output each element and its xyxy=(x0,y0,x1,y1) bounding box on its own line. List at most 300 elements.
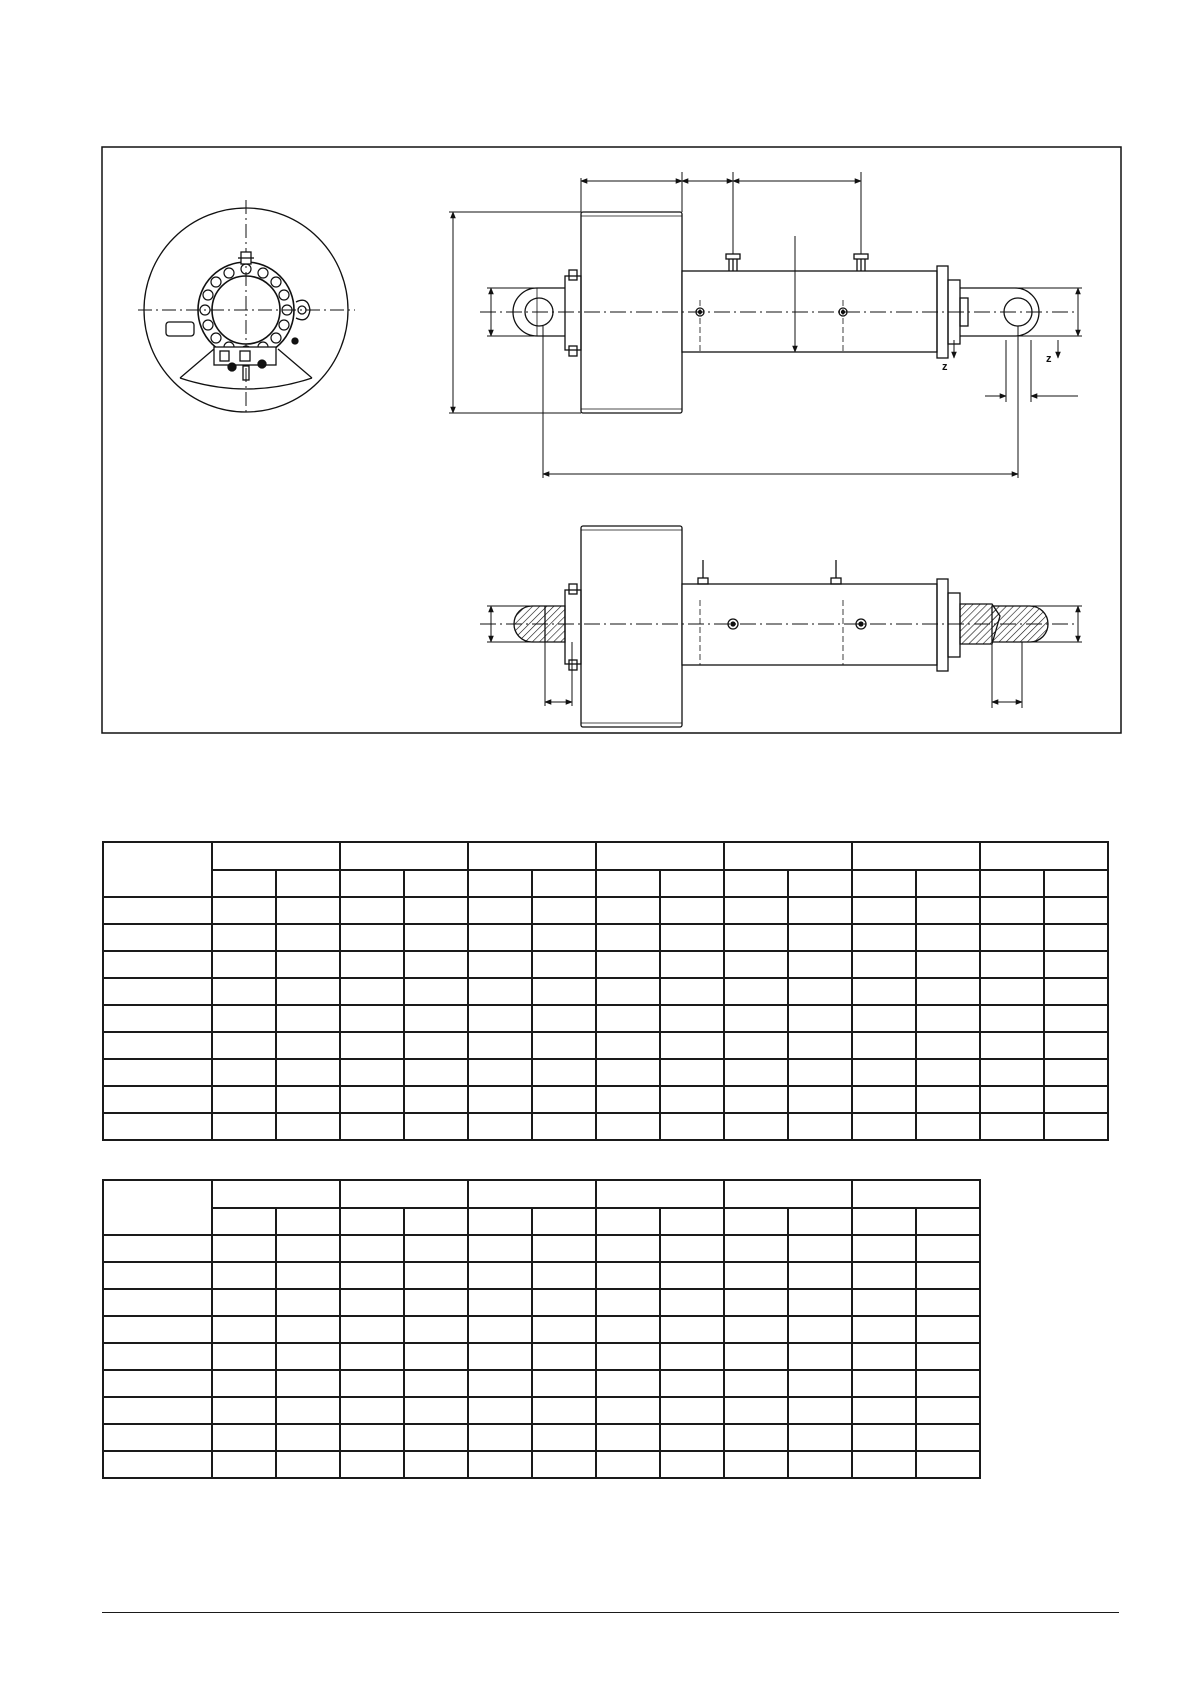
table-row-label xyxy=(103,1316,212,1343)
table-group-header xyxy=(468,842,596,870)
table-cell xyxy=(532,1343,596,1370)
table-cell xyxy=(788,1059,852,1086)
table-cell xyxy=(532,1005,596,1032)
table-cell xyxy=(916,978,980,1005)
table-cell xyxy=(532,1113,596,1140)
table-group-header xyxy=(596,1180,724,1208)
table-cell xyxy=(404,1289,468,1316)
table-row xyxy=(103,1032,1108,1059)
table-row-label xyxy=(103,1059,212,1086)
table-cell xyxy=(468,1059,532,1086)
table-cell xyxy=(212,1113,276,1140)
spec-table-lower xyxy=(102,1179,981,1479)
table-cell xyxy=(724,951,788,978)
table-cell xyxy=(276,1113,340,1140)
table-cell xyxy=(660,1113,724,1140)
table-cell xyxy=(276,1086,340,1113)
table-cell xyxy=(660,951,724,978)
table-sub-header xyxy=(212,1208,276,1235)
table-cell xyxy=(340,1316,404,1343)
table-group-header xyxy=(468,1180,596,1208)
table-row xyxy=(103,1397,980,1424)
table-sub-header xyxy=(596,1208,660,1235)
table-cell xyxy=(660,1451,724,1478)
table-sub-header xyxy=(724,870,788,897)
table-cell xyxy=(1044,1005,1108,1032)
table-cell xyxy=(468,1235,532,1262)
table-cell xyxy=(916,924,980,951)
table-cell xyxy=(596,1032,660,1059)
table-row-label xyxy=(103,951,212,978)
table-cell xyxy=(724,1316,788,1343)
table-cell xyxy=(916,1086,980,1113)
table-cell xyxy=(532,1451,596,1478)
table-cell xyxy=(660,1289,724,1316)
table-cell xyxy=(788,1343,852,1370)
table-cell xyxy=(660,1424,724,1451)
table-cell xyxy=(660,1086,724,1113)
table-row-label xyxy=(103,1289,212,1316)
table-cell xyxy=(596,1289,660,1316)
table-cell xyxy=(660,1370,724,1397)
table-cell xyxy=(276,1262,340,1289)
table-cell xyxy=(404,1424,468,1451)
table-cell xyxy=(596,1086,660,1113)
table-cell xyxy=(404,1032,468,1059)
table-cell xyxy=(404,897,468,924)
table-cell xyxy=(788,951,852,978)
table-row xyxy=(103,1451,980,1478)
table-cell xyxy=(596,1424,660,1451)
table-cell xyxy=(340,1113,404,1140)
table-cell xyxy=(468,1032,532,1059)
table-cell xyxy=(660,978,724,1005)
table-cell xyxy=(724,1059,788,1086)
table-row xyxy=(103,1235,980,1262)
table-sub-header xyxy=(340,870,404,897)
table-cell xyxy=(340,978,404,1005)
table-cell xyxy=(532,1032,596,1059)
table-cell xyxy=(724,1451,788,1478)
table-cell xyxy=(404,1086,468,1113)
table-group-header xyxy=(212,1180,340,1208)
table-cell xyxy=(532,1235,596,1262)
table-cell xyxy=(980,1059,1044,1086)
table-cell xyxy=(596,978,660,1005)
table-cell xyxy=(404,1370,468,1397)
table-cell xyxy=(532,978,596,1005)
table-cell xyxy=(980,897,1044,924)
table-cell xyxy=(788,1289,852,1316)
table-group-header xyxy=(340,842,468,870)
table-cell xyxy=(724,1370,788,1397)
table-cell xyxy=(468,951,532,978)
table-group-header xyxy=(596,842,724,870)
table-cell xyxy=(532,951,596,978)
table-sub-header xyxy=(340,1208,404,1235)
table-cell xyxy=(788,924,852,951)
table-cell xyxy=(852,1451,916,1478)
table-cell xyxy=(532,1316,596,1343)
end-view xyxy=(138,200,355,414)
table-group-header xyxy=(212,842,340,870)
table-cell xyxy=(596,1451,660,1478)
table-cell xyxy=(596,951,660,978)
table-cell xyxy=(276,1343,340,1370)
table-row-label xyxy=(103,1113,212,1140)
table-cell xyxy=(340,1005,404,1032)
table-cell xyxy=(660,1235,724,1262)
table-cell xyxy=(916,1032,980,1059)
table-row xyxy=(103,1289,980,1316)
table-sub-header xyxy=(468,870,532,897)
table-cell xyxy=(468,978,532,1005)
spec-table-lower-body xyxy=(103,1235,980,1478)
table-cell xyxy=(212,1086,276,1113)
table-cell xyxy=(916,1316,980,1343)
table-cell xyxy=(212,1343,276,1370)
table-cell xyxy=(916,1113,980,1140)
table-sub-header xyxy=(532,1208,596,1235)
table-cell xyxy=(916,897,980,924)
table-cell xyxy=(788,1370,852,1397)
table-group-header xyxy=(980,842,1108,870)
table-sub-header xyxy=(1044,870,1108,897)
table-sub-header xyxy=(660,1208,724,1235)
table-cell xyxy=(212,1032,276,1059)
table-row-label xyxy=(103,1262,212,1289)
table-cell xyxy=(276,1235,340,1262)
table-cell xyxy=(276,1424,340,1451)
table-cell xyxy=(468,1262,532,1289)
table-sub-header xyxy=(852,1208,916,1235)
table-cell xyxy=(596,1343,660,1370)
table-cell xyxy=(596,1113,660,1140)
table-cell xyxy=(660,1032,724,1059)
table-cell xyxy=(468,1397,532,1424)
table-group-header xyxy=(724,1180,852,1208)
table-cell xyxy=(404,1451,468,1478)
table-row xyxy=(103,1343,980,1370)
table-sub-header xyxy=(404,1208,468,1235)
table-cell xyxy=(276,897,340,924)
table-cell xyxy=(724,1343,788,1370)
table-cell xyxy=(532,924,596,951)
table-cell xyxy=(532,1370,596,1397)
table-cell xyxy=(852,1343,916,1370)
table-sub-header xyxy=(404,870,468,897)
table-cell xyxy=(596,924,660,951)
table-cell xyxy=(1044,897,1108,924)
table-cell xyxy=(468,1086,532,1113)
table-cell xyxy=(724,1113,788,1140)
table-cell xyxy=(404,1235,468,1262)
table-row-label xyxy=(103,924,212,951)
table-sub-header xyxy=(276,870,340,897)
table-group-header xyxy=(724,842,852,870)
table-cell xyxy=(916,1451,980,1478)
table-cell xyxy=(1044,1113,1108,1140)
table-cell xyxy=(980,951,1044,978)
table-cell xyxy=(916,1397,980,1424)
table-cell xyxy=(852,924,916,951)
table-row xyxy=(103,1086,1108,1113)
table-cell xyxy=(340,1059,404,1086)
table-cell xyxy=(596,1059,660,1086)
table-row-label xyxy=(103,978,212,1005)
table-group-header xyxy=(852,1180,980,1208)
table-cell xyxy=(276,1059,340,1086)
table-cell xyxy=(724,1262,788,1289)
table-row xyxy=(103,951,1108,978)
table-sub-header xyxy=(660,870,724,897)
table-cell xyxy=(276,951,340,978)
table-cell xyxy=(660,1343,724,1370)
table-cell xyxy=(852,897,916,924)
table-row xyxy=(103,1059,1108,1086)
table-cell xyxy=(596,897,660,924)
table-cell xyxy=(660,1262,724,1289)
table-cell xyxy=(404,1397,468,1424)
table-cell xyxy=(852,1005,916,1032)
table-cell xyxy=(852,1032,916,1059)
table-cell xyxy=(660,897,724,924)
table-cell xyxy=(468,1005,532,1032)
table-cell xyxy=(340,1451,404,1478)
table-cell xyxy=(1044,978,1108,1005)
table-cell xyxy=(852,1289,916,1316)
table-cell xyxy=(468,1289,532,1316)
table-cell xyxy=(404,1059,468,1086)
table-cell xyxy=(852,1262,916,1289)
table-cell xyxy=(1044,1032,1108,1059)
table-cell xyxy=(532,1289,596,1316)
table-cell xyxy=(1044,1059,1108,1086)
table-cell xyxy=(852,978,916,1005)
table-cell xyxy=(1044,951,1108,978)
table-cell xyxy=(404,1262,468,1289)
table-cell xyxy=(916,1235,980,1262)
table-header-row-group xyxy=(103,842,1108,870)
table-sub-header xyxy=(532,870,596,897)
table-cell xyxy=(852,951,916,978)
table-cell xyxy=(788,897,852,924)
table-cell xyxy=(340,1262,404,1289)
section-mark-z-left: z xyxy=(942,361,948,373)
table-cell xyxy=(468,897,532,924)
table-cell xyxy=(724,1005,788,1032)
table-cell xyxy=(532,1059,596,1086)
table-row-label xyxy=(103,1451,212,1478)
table-cell xyxy=(980,1005,1044,1032)
table-cell xyxy=(596,1316,660,1343)
table-cell xyxy=(404,1343,468,1370)
table-row-label xyxy=(103,1235,212,1262)
table-row-label xyxy=(103,1343,212,1370)
table-cell xyxy=(724,1289,788,1316)
table-header-row-sub xyxy=(103,870,1108,897)
table-cell xyxy=(532,897,596,924)
table-cell xyxy=(468,1451,532,1478)
table-cell xyxy=(212,951,276,978)
table-cell xyxy=(724,1397,788,1424)
table-cell xyxy=(212,924,276,951)
table-cell xyxy=(276,1032,340,1059)
table-cell xyxy=(212,1424,276,1451)
table-cell xyxy=(276,1316,340,1343)
table-cell xyxy=(404,951,468,978)
table-cell xyxy=(596,1235,660,1262)
table-row xyxy=(103,1316,980,1343)
table-cell xyxy=(916,1370,980,1397)
table-cell xyxy=(724,1424,788,1451)
table-cell xyxy=(532,1262,596,1289)
table-sub-header xyxy=(852,870,916,897)
table-cell xyxy=(468,1316,532,1343)
table-cell xyxy=(468,1343,532,1370)
table-cell xyxy=(212,978,276,1005)
table-cell xyxy=(788,1316,852,1343)
table-cell xyxy=(468,1370,532,1397)
table-cell xyxy=(340,951,404,978)
table-cell xyxy=(532,1086,596,1113)
table-cell xyxy=(404,1316,468,1343)
side-view-bottom xyxy=(480,526,1075,727)
table-cell xyxy=(660,924,724,951)
table-row-label xyxy=(103,1005,212,1032)
table-cell xyxy=(212,1235,276,1262)
table-cell xyxy=(660,1059,724,1086)
table-cell xyxy=(404,978,468,1005)
table-cell xyxy=(340,1397,404,1424)
table-cell xyxy=(340,1086,404,1113)
table-cell xyxy=(788,1451,852,1478)
table-cell xyxy=(852,1059,916,1086)
table-cell xyxy=(788,1032,852,1059)
table-cell xyxy=(340,1343,404,1370)
table-cell xyxy=(980,978,1044,1005)
table-cell xyxy=(212,1262,276,1289)
table-cell xyxy=(1044,924,1108,951)
table-sub-header xyxy=(212,870,276,897)
table-sub-header xyxy=(788,870,852,897)
table-cell xyxy=(788,1086,852,1113)
spec-table-upper-body xyxy=(103,897,1108,1140)
table-cell xyxy=(340,1424,404,1451)
footer-rule xyxy=(102,1612,1119,1613)
table-cell xyxy=(340,897,404,924)
table-cell xyxy=(468,1113,532,1140)
table-cell xyxy=(276,1370,340,1397)
side-view-top xyxy=(480,212,1075,413)
table-sub-header xyxy=(468,1208,532,1235)
table-cell xyxy=(788,1397,852,1424)
table-cell xyxy=(916,1059,980,1086)
table-cell xyxy=(276,1397,340,1424)
table-sub-header xyxy=(916,1208,980,1235)
table-cell xyxy=(340,1235,404,1262)
table-cell xyxy=(596,1370,660,1397)
table-cell xyxy=(724,1086,788,1113)
table-row xyxy=(103,897,1108,924)
table-cell xyxy=(660,1397,724,1424)
table-group-header xyxy=(340,1180,468,1208)
table-cell xyxy=(980,1113,1044,1140)
table-header-row-sub xyxy=(103,1208,980,1235)
table-row-label xyxy=(103,1424,212,1451)
table-cell xyxy=(212,1370,276,1397)
table-cell xyxy=(276,924,340,951)
table-sub-header xyxy=(788,1208,852,1235)
table-cell xyxy=(404,924,468,951)
table-row xyxy=(103,924,1108,951)
table-cell xyxy=(1044,1086,1108,1113)
table-cell xyxy=(596,1005,660,1032)
table-cell xyxy=(916,951,980,978)
table-cell xyxy=(852,1424,916,1451)
table-row-label xyxy=(103,897,212,924)
table-cell xyxy=(212,1451,276,1478)
table-cell xyxy=(340,1289,404,1316)
table-cell xyxy=(788,1113,852,1140)
table-cell xyxy=(404,1005,468,1032)
table-cell xyxy=(724,978,788,1005)
table-sub-header xyxy=(724,1208,788,1235)
table-cell xyxy=(788,1424,852,1451)
table-cell xyxy=(404,1113,468,1140)
table-cell xyxy=(916,1424,980,1451)
table-cell xyxy=(916,1262,980,1289)
table-cell xyxy=(276,1005,340,1032)
table-header-stub xyxy=(103,1180,212,1235)
table-cell xyxy=(276,1451,340,1478)
table-cell xyxy=(212,1289,276,1316)
table-cell xyxy=(852,1113,916,1140)
table-row xyxy=(103,1262,980,1289)
table-cell xyxy=(212,897,276,924)
table-cell xyxy=(852,1370,916,1397)
table-cell xyxy=(980,1032,1044,1059)
table-cell xyxy=(660,1316,724,1343)
table-cell xyxy=(724,897,788,924)
table-cell xyxy=(980,924,1044,951)
table-cell xyxy=(852,1235,916,1262)
table-cell xyxy=(788,978,852,1005)
table-cell xyxy=(724,1032,788,1059)
table-row xyxy=(103,1424,980,1451)
table-row-label xyxy=(103,1397,212,1424)
table-row xyxy=(103,1370,980,1397)
table-row xyxy=(103,1005,1108,1032)
table-cell xyxy=(916,1005,980,1032)
table-cell xyxy=(212,1316,276,1343)
table-cell xyxy=(852,1397,916,1424)
table-cell xyxy=(468,924,532,951)
table-cell xyxy=(468,1424,532,1451)
table-cell xyxy=(212,1397,276,1424)
table-cell xyxy=(212,1059,276,1086)
table-sub-header xyxy=(916,870,980,897)
table-cell xyxy=(340,1032,404,1059)
table-cell xyxy=(532,1424,596,1451)
table-row-label xyxy=(103,1370,212,1397)
table-header-stub xyxy=(103,842,212,897)
table-cell xyxy=(980,1086,1044,1113)
table-row-label xyxy=(103,1032,212,1059)
table-cell xyxy=(276,1289,340,1316)
table-header-row-group xyxy=(103,1180,980,1208)
table-cell xyxy=(276,978,340,1005)
